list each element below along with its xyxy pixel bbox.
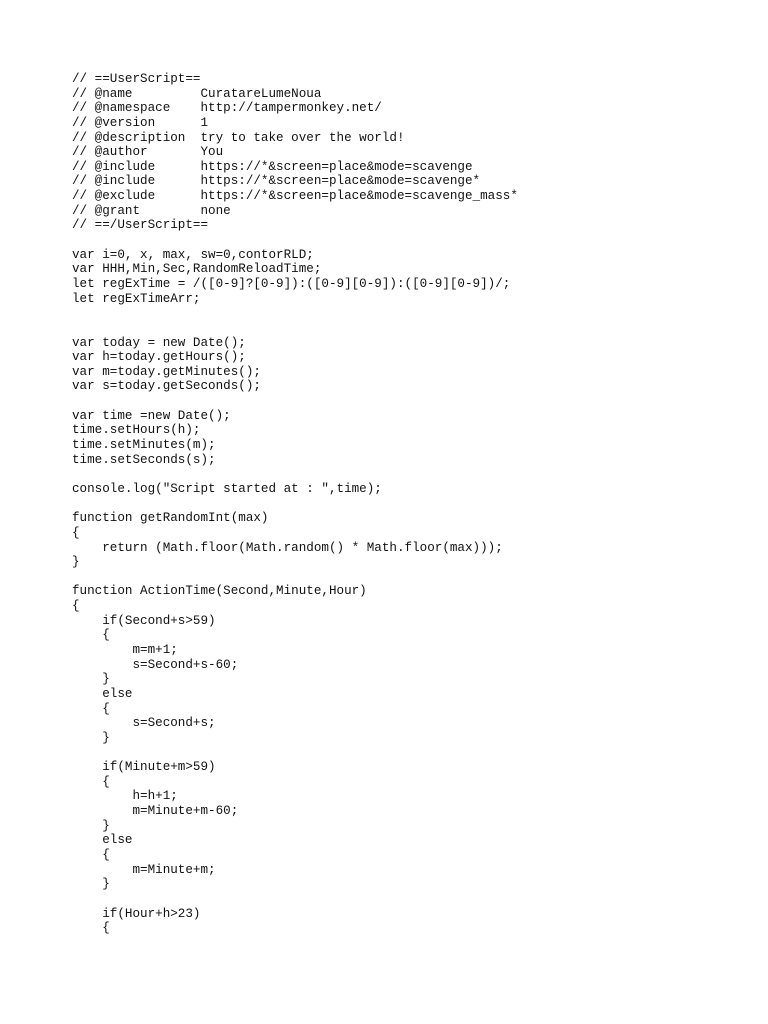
code-line: m=m+1; (72, 642, 178, 657)
code-line: m=Minute+m-60; (72, 804, 239, 819)
code-line: { (72, 599, 80, 614)
code-line: var i=0, x, max, sw=0,contorRLD; (72, 247, 314, 262)
code-line (72, 570, 518, 585)
code-line: m=Minute+m; (72, 862, 216, 877)
code-line (72, 233, 518, 248)
code-line: s=Second+s-60; (72, 657, 239, 672)
code-line: else (72, 833, 133, 848)
code-line: } (72, 730, 110, 745)
code-line: var today = new Date(); (72, 335, 246, 350)
code-line: function getRandomInt(max) (72, 511, 269, 526)
code-line: // @name CuratareLumeNoua (72, 86, 322, 101)
code-line (72, 467, 518, 482)
code-line: } (72, 818, 110, 833)
code-line (72, 892, 518, 907)
code-line (72, 497, 518, 512)
code-line: { (72, 628, 110, 643)
code-line: { (72, 525, 80, 540)
code-line: // @exclude https://*&screen=place&mode=scavenge_mass* (72, 189, 518, 204)
code-line: // ==/UserScript== (72, 218, 209, 233)
code-line (72, 306, 518, 321)
code-line: time.setMinutes(m); (72, 438, 216, 453)
code-line: return (Math.floor(Math.random() * Math.floor(max))); (72, 540, 503, 555)
code-line: } (72, 877, 110, 892)
code-line: // @include https://*&screen=place&mode=scavenge* (72, 174, 481, 189)
code-line: else (72, 686, 133, 701)
code-line: var m=today.getMinutes(); (72, 364, 261, 379)
code-line: let regExTimeArr; (72, 291, 201, 306)
code-line: let regExTime = /([0-9]?[0-9]):([0-9][0-9]):([0-9][0-9])/; (72, 276, 511, 291)
code-line: var s=today.getSeconds(); (72, 379, 261, 394)
code-line: { (72, 921, 110, 936)
code-block (72, 72, 518, 936)
code-line (72, 394, 518, 409)
code-line: // @namespace http://tampermonkey.net/ (72, 101, 382, 116)
code-line: s=Second+s; (72, 716, 216, 731)
code-line: time.setSeconds(s); (72, 452, 216, 467)
code-line: } (72, 555, 80, 570)
code-line (72, 745, 518, 760)
code-line: // @grant none (72, 203, 231, 218)
code-line: // @description try to take over the world! (72, 130, 405, 145)
code-line: h=h+1; (72, 789, 178, 804)
code-line: { (72, 774, 110, 789)
code-line: { (72, 701, 110, 716)
code-line: if(Hour+h>23) (72, 906, 201, 921)
code-line: var time =new Date(); (72, 408, 231, 423)
code-line: var h=today.getHours(); (72, 350, 246, 365)
code-line: console.log("Script started at : ",time); (72, 481, 382, 496)
code-line: // ==UserScript== (72, 72, 201, 86)
code-line: // @version 1 (72, 115, 209, 130)
code-line: if(Minute+m>59) (72, 760, 216, 775)
code-line: { (72, 847, 110, 862)
code-line: // @include https://*&screen=place&mode=scavenge (72, 159, 473, 174)
code-line: } (72, 672, 110, 687)
code-line: // @author You (72, 145, 224, 160)
code-line: function ActionTime(Second,Minute,Hour) (72, 584, 367, 599)
code-line: time.setHours(h); (72, 423, 201, 438)
code-line (72, 321, 518, 336)
code-line: if(Second+s>59) (72, 613, 216, 628)
code-line: var HHH,Min,Sec,RandomReloadTime; (72, 262, 322, 277)
